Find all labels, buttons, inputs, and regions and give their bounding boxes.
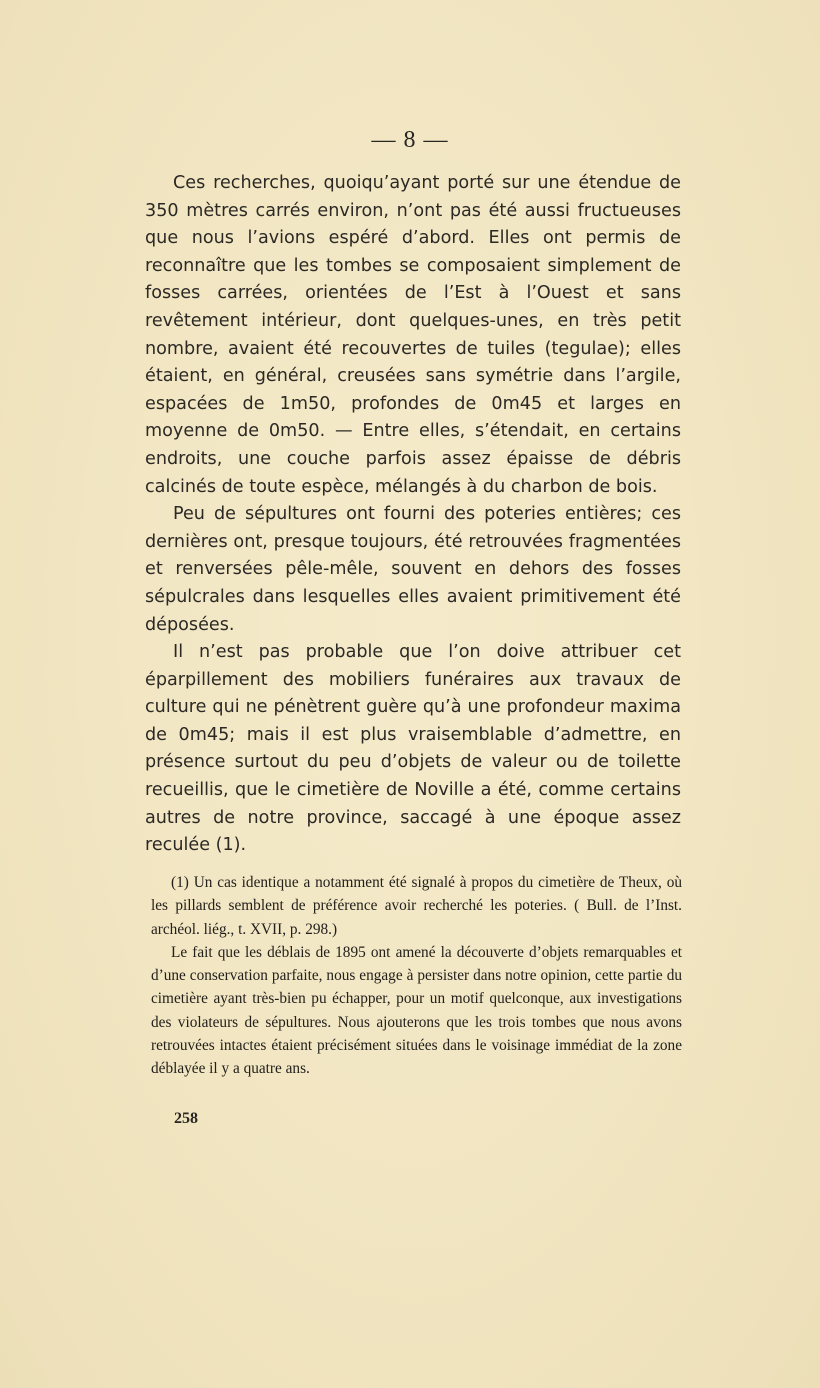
- footnote-continuation: Le fait que les déblais de 1895 ont amené la découverte d’objets remarquables et d’une conservation parfaite, nous engage à persister dans notre opinion, cette partie du cimetière ayant très-bien pu échapper, pour un motif quelconque, aux investigations des violateurs de sépultures. Nous ajouterons que les trois tombes que nous avons retrouvées intactes étaient précisément situées dans le voisinage immédiat de la zone déblayée il y a quatre ans.: [151, 943, 682, 1078]
- footnote-1: (1) Un cas identique a notamment été signalé à propos du cimetière de Theux, où les pillards semblent de préférence avoir recherché les poteries. ( Bull. de l’Inst. archéol. liég., t. XVII, p. 298.): [151, 874, 682, 938]
- paragraph-2: Peu de sépultures ont fourni des poteries entières; ces dernières ont, presque toujours, été retrouvées fragmentées et renversées pêle-mêle, souvent en dehors des fosses sépulcrales dans lesquelles elles avaient primitivement été déposées.: [145, 504, 681, 635]
- page-number: — 8 —: [371, 127, 449, 153]
- main-text: [145, 170, 681, 860]
- paragraph-3: Il n’est pas probable que l’on doive attribuer cet éparpillement des mobiliers funéraires aux travaux de culture qui ne pénètrent guère qu’à une profondeur maxima de 0m45; mais il est plus vraisemblable d’admettre, en présence surtout du peu d’objets de valeur ou de toilette recueillis, que le cimetière de Noville a été, comme certains autres de notre province, saccagé à une époque assez reculée (1).: [145, 642, 681, 856]
- footnotes: [151, 871, 682, 1081]
- signature-mark: 258: [174, 1110, 198, 1127]
- paragraph-1: Ces recherches, quoiqu’ayant porté sur une étendue de 350 mètres carrés environ, n’ont pas été aussi fructueuses que nous l’avions espéré d’abord. Elles ont permis de reconnaître que les tombes se composaient simplement de fosses carrées, orientées de l’Est à l’Ouest et sans revêtement intérieur, dont quelques-unes, en très petit nombre, avaient été recouvertes de tuiles (tegulae); elles étaient, en général, creusées sans symétrie dans l’argile, espacées de 1m50, profondes de 0m45 et larges en moyenne de 0m50. — Entre elles, s’étendait, en certains endroits, une couche parfois assez épaisse de débris calcinés de toute espèce, mélangés à du charbon de bois.: [145, 173, 681, 497]
